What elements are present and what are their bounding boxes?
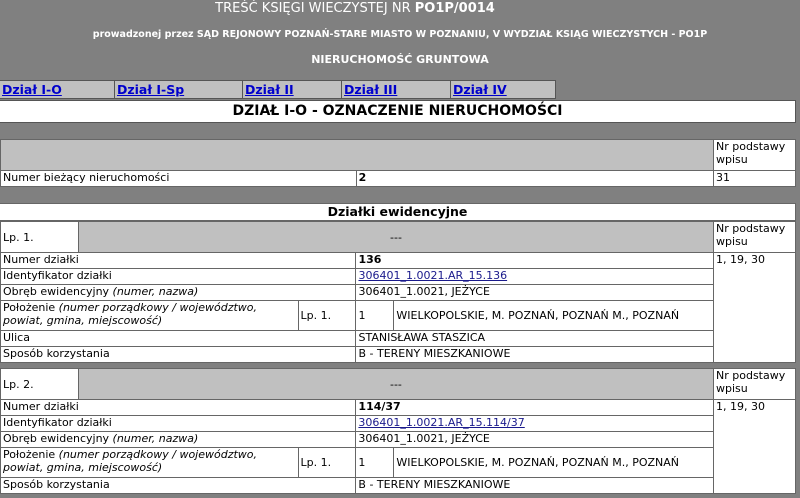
tab-dzial-iii[interactable] xyxy=(342,81,451,98)
current-number-basis: 31 xyxy=(714,171,796,187)
plot-id-link[interactable]: 306401_1.0021.AR_15.114/37 xyxy=(358,416,525,429)
gray-header xyxy=(1,140,714,171)
plot-id-label: Identyfikator działki xyxy=(1,269,356,285)
street-value: STANISŁAWA STASZICA xyxy=(356,331,714,347)
property-type: NIERUCHOMOŚĆ GRUNTOWA xyxy=(311,53,489,66)
section-title: DZIAŁ I-O - OZNACZENIE NIERUCHOMOŚCI xyxy=(0,100,796,123)
location-label: Położenie (numer porządkowy / województwo, powiat, gmina, miejscowość) xyxy=(1,448,299,478)
plot-number-value: 114/37 xyxy=(356,400,714,416)
tab-dzial-i-o[interactable] xyxy=(0,81,115,98)
plot-number-label: Numer działki xyxy=(1,253,356,269)
plot-number-value: 136 xyxy=(356,253,714,269)
section-tabs xyxy=(0,80,556,99)
plots-section-title: Działki ewidencyjne xyxy=(0,203,796,221)
court-info: prowadzonej przez SĄD REJONOWY POZNAŃ-STARE MIASTO W POZNANIU, V WYDZIAŁ KSIĄG WIECZYSTYCH - PO1P xyxy=(92,29,708,40)
basis-header: Nr podstawy wpisu xyxy=(714,140,796,171)
current-number-table xyxy=(0,139,796,187)
usage-value: B - TERENY MIESZKANIOWE xyxy=(356,347,714,363)
precinct-label: Obręb ewidencyjny (numer, nazwa) xyxy=(1,285,356,301)
location-lp: Lp. 1. xyxy=(298,448,356,478)
plot-table-1 xyxy=(0,221,796,363)
location-lp: Lp. 1. xyxy=(298,301,356,331)
usage-value: B - TERENY MIESZKANIOWE xyxy=(356,478,714,494)
tab-dzial-i-sp[interactable] xyxy=(115,81,243,98)
precinct-value: 306401_1.0021, JEŻYCE xyxy=(356,285,714,301)
usage-label: Sposób korzystania xyxy=(1,347,356,363)
usage-label: Sposób korzystania xyxy=(1,478,356,494)
precinct-value: 306401_1.0021, JEŻYCE xyxy=(356,432,714,448)
location-label: Położenie (numer porządkowy / województwo, powiat, gmina, miejscowość) xyxy=(1,301,299,331)
location-no: 1 xyxy=(356,448,394,478)
location-value: WIELKOPOLSKIE, M. POZNAŃ, POZNAŃ M., POZNAŃ xyxy=(394,448,714,478)
tab-link[interactable]: Dział I-Sp xyxy=(117,82,185,97)
plot-lp: Lp. 2. xyxy=(1,369,79,400)
basis-header: Nr podstawy wpisu xyxy=(714,369,796,400)
plot-basis: 1, 19, 30 xyxy=(714,400,796,494)
tab-link[interactable]: Dział IV xyxy=(453,82,507,97)
plot-id-link[interactable]: 306401_1.0021.AR_15.136 xyxy=(358,269,508,282)
book-number: PO1P/0014 xyxy=(414,1,495,16)
plot-placeholder: --- xyxy=(78,369,713,400)
location-value: WIELKOPOLSKIE, M. POZNAŃ, POZNAŃ M., POZNAŃ xyxy=(394,301,714,331)
tab-link[interactable]: Dział II xyxy=(245,82,294,97)
title-prefix: TREŚĆ KSIĘGI WIECZYSTEJ NR xyxy=(215,1,411,16)
tab-dzial-ii[interactable] xyxy=(243,81,342,98)
current-number-value: 2 xyxy=(356,171,713,187)
tab-link[interactable]: Dział III xyxy=(344,82,398,97)
plot-basis: 1, 19, 30 xyxy=(714,253,796,363)
current-number-label: Numer bieżący nieruchomości xyxy=(1,171,357,187)
page-title xyxy=(0,1,755,16)
plot-number-label: Numer działki xyxy=(1,400,356,416)
street-label: Ulica xyxy=(1,331,356,347)
plot-placeholder: --- xyxy=(78,222,713,253)
tab-link[interactable]: Dział I-O xyxy=(2,82,62,97)
plot-lp: Lp. 1. xyxy=(1,222,79,253)
basis-header: Nr podstawy wpisu xyxy=(714,222,796,253)
location-no: 1 xyxy=(356,301,394,331)
precinct-label: Obręb ewidencyjny (numer, nazwa) xyxy=(1,432,356,448)
plot-table-2 xyxy=(0,368,796,494)
tab-dzial-iv[interactable] xyxy=(451,81,555,98)
plot-id-label: Identyfikator działki xyxy=(1,416,356,432)
